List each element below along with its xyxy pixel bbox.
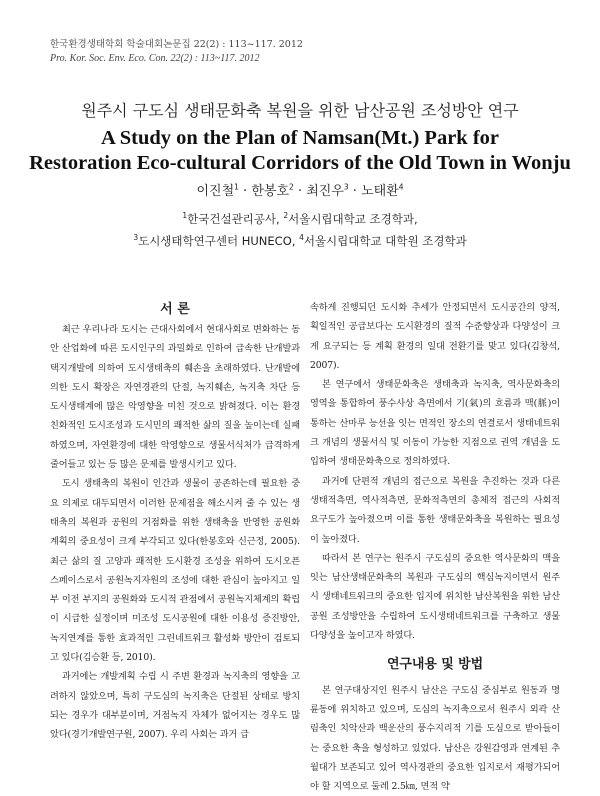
author-name: 이진철 xyxy=(196,184,235,199)
body-paragraph: 도시 생태축의 복원이 인간과 생물이 공존하는데 필요한 중요 의제로 대두되면서 이러한 문제점을 해소시켜 줄 수 있는 생태축의 복원과 공원의 거점화를 위한 생태축을 반영한 공원화 계획의 중요성이 크게 부각되고 있다(한봉호와 신근정, 2005). 최근 삶의 질 고양과 쾌적한 도시환경 조성을 위하여 도시오픈스페이스로서 공원녹지자원의 조성에 대한 관심이 높아지고 일부 이전 부지의 공원화와 도시적 관점에서 공원녹지체계의 확립이 시급한 실정이며 미조성 도시공원에 대한 이용성 증진방안, 녹지연계를 통한 효과적인 그린네트워크 활성화 방안이 검토되고 있다(김승환 등, 2010). xyxy=(50,478,300,664)
body-paragraph: 과거에 단편적 개념의 접근으로 복원을 추진하는 것과 다른 생태적측면, 역사적측면, 문화적측면의 총체적 접근의 사회적 요구도가 높아졌으며 이를 통한 생태문화축을 복원하는 필요성이 높아졌다. xyxy=(310,475,560,545)
body-paragraph: 과거에는 개발계획 수립 시 주변 환경과 녹지축의 영향을 고려하지 않았으며, 특히 구도심의 녹지축은 단절된 상태로 방치되는 경우가 대부분이며, 거점녹지 자체가 없어지는 경우도 많았다(경기개발연구원, 2007). 우리 사회는 과거 급 xyxy=(50,671,300,741)
affiliation-text: 한국건설관리공사, xyxy=(187,212,284,226)
author-affiliation-marker: 3 xyxy=(343,182,349,192)
body-paragraph: 따라서 본 연구는 원주시 구도심의 중요한 역사문화의 맥을 잇는 남산생태문화축의 복원과 구도심의 핵심녹지이면서 원주시 생태네트워크의 중요한 입지에 위치한 남산복원을 위한 남산공원 조성방안을 수립하여 도시생태네트워크를 구축하고 생물다양성을 높이고자 하였다. xyxy=(310,552,560,642)
body-paragraph: 속하게 진행되던 도시화 추세가 안정되면서 도시공간의 양적, 획일적인 공급보다는 도시환경의 질적 수준향상과 다양성이 크게 요구되는 등 계획 환경의 일대 전환기를 맞고 있다(김창석, 2007). xyxy=(310,302,560,371)
affiliation-text: 도시생태학연구센터 HUNECO, xyxy=(138,234,300,248)
author-separator: · xyxy=(348,184,362,199)
journal-header xyxy=(50,38,303,66)
affiliation-line-1 xyxy=(0,208,600,230)
introduction-heading: 서 론 xyxy=(160,302,190,317)
body-paragraph: 본 연구대상지인 원주시 남산은 구도심 중심부로 원동과 명륜동에 위치하고 있으며, 도심의 녹지축으로서 원주시 외곽 산림축인 치악산과 백운산의 풍수지리적 기를 도심으로 받아들이는 중요한 축을 형성하고 있었다. 남산은 강원감영과 연계된 추월대가 보존되고 있어 역사경관의 중요한 입지로서 재평가되어야 할 지역으로 둘레 2.5㎞, 면적 약 xyxy=(310,684,560,793)
korean-title: 원주시 구도심 생태문화축 복원을 위한 남산공원 조성방안 연구 xyxy=(81,101,519,120)
left-column xyxy=(50,320,300,745)
author-affiliation-marker: 1 xyxy=(234,182,239,192)
affiliations xyxy=(0,208,600,252)
affiliation-marker: 2 xyxy=(283,211,289,221)
affiliation-marker: 1 xyxy=(182,211,188,221)
english-title xyxy=(0,126,600,176)
author-separator: · xyxy=(238,184,252,199)
journal-header-korean: 한국환경생태학회 학술대회논문집 22(2) : 113~117. 2012 xyxy=(50,39,303,50)
author-affiliation-marker: 4 xyxy=(398,182,404,192)
journal-header-english: Pro. Kor. Soc. Env. Eco. Con. 22(2) : 113~117. 2012 xyxy=(50,53,260,64)
affiliation-marker: 4 xyxy=(299,233,304,243)
right-column xyxy=(310,298,560,796)
body-paragraph: 본 연구에서 생태문화축은 생태축과 녹지축, 역사문화축의 영역을 통합하여 풍수사상 측면에서 기(氣)의 흐름과 맥(脈)이 통하는 산마루 능선을 잇는 면적인 장소의 연결로서 생태네트워크 개념의 생물서식 및 이동이 가능한 지점으로 권역 개념을 도입하여 생태문화축으로 정의하였다. xyxy=(310,379,560,468)
author-affiliation-marker: 2 xyxy=(289,182,294,192)
body-paragraph: 최근 우리나라 도시는 근대사회에서 현대사회로 변화하는 동안 산업화에 따른 도시인구의 과밀화로 인하여 급속한 난개발과 택지개발에 의하여 도시생태축의 훼손을 초래하였다. 난개발에 의한 도시 확장은 자연경관의 단절, 녹지훼손, 녹지축 차단 등 도시생태계에 많은 악영향을 미친 것으로 밝혀졌다. 이는 환경친화적인 도시조성과 도시민의 쾌적한 삶의 질을 높이는데 실패하였으며, 자연환경에 대한 악영향으로 생물서식처가 급격하게 줄어들고 있는 등 많은 문제를 발생시키고 있다. xyxy=(50,324,300,471)
affiliation-text: 서울시립대학교 대학원 조경학과 xyxy=(303,234,467,248)
english-title-line-2: Restoration Eco-cultural Corridors of the Old Town in Wonju xyxy=(29,152,571,174)
author-separator: · xyxy=(293,184,307,199)
affiliation-line-2 xyxy=(0,230,600,252)
author-name: 한봉호 xyxy=(251,184,290,199)
affiliation-text: 서울시립대학교 조경학과, xyxy=(288,212,418,226)
author-name: 최진우 xyxy=(306,184,344,199)
author-list xyxy=(0,180,600,199)
methods-heading: 연구내용 및 방법 xyxy=(386,657,484,673)
affiliation-marker: 3 xyxy=(133,233,139,243)
english-title-line-1: A Study on the Plan of Namsan(Mt.) Park for xyxy=(100,127,500,149)
author-name: 노태환 xyxy=(361,184,399,199)
